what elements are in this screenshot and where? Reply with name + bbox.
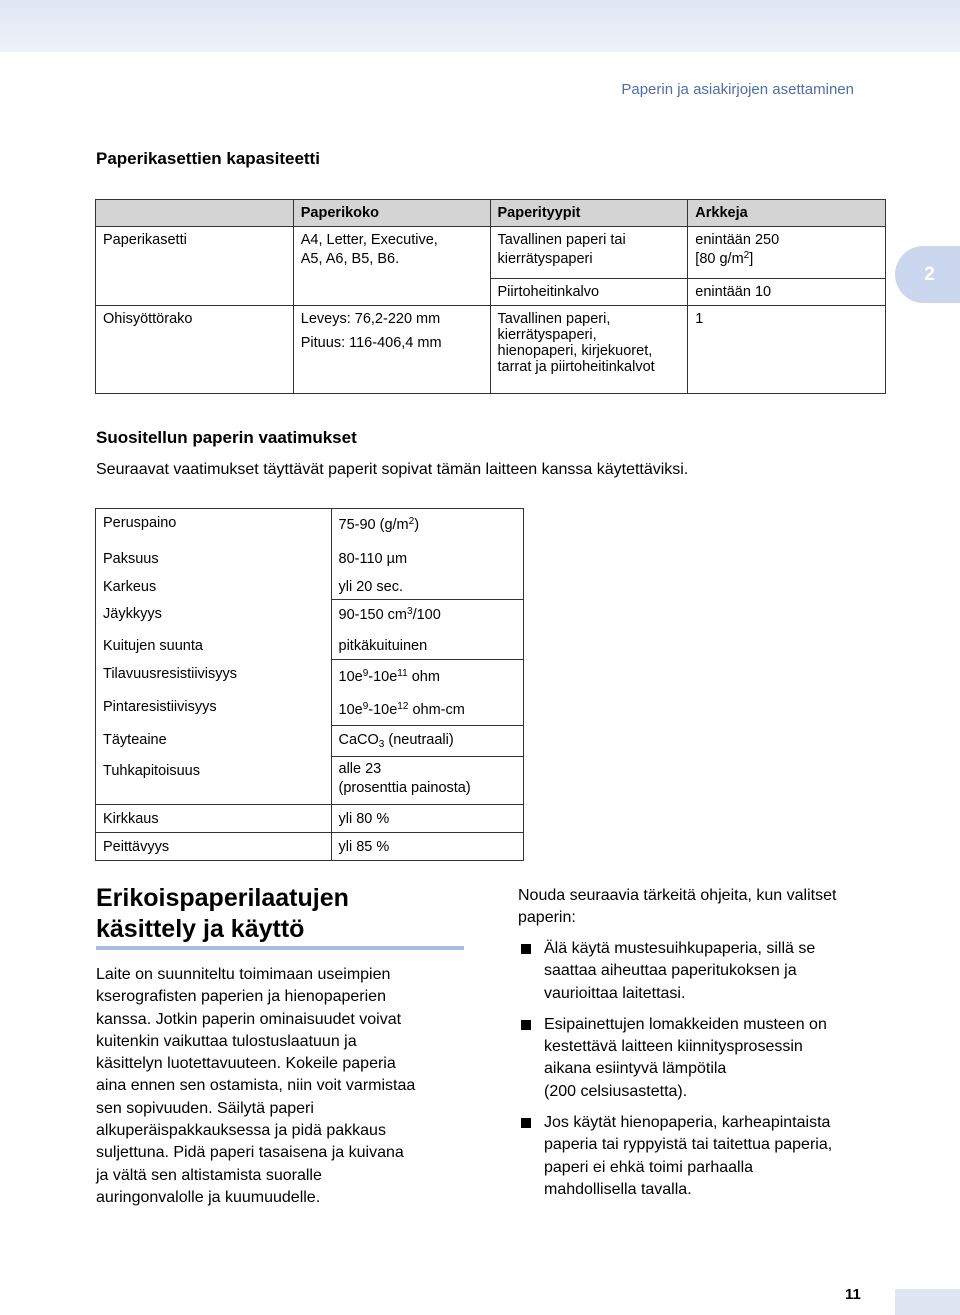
tray-sheets-cell (688, 227, 886, 279)
tray-size-line: A4, Letter, Executive, (300, 232, 438, 248)
section-heading: Erikoispaperilaatujen käsittely ja käyttö (96, 884, 349, 943)
tray-name-cell (96, 227, 294, 306)
req-value: CaCO$_3$ (neutraali) (331, 726, 524, 757)
req-label: Jäykkyys (96, 600, 332, 632)
chapter-tab: 2 (895, 246, 960, 303)
req-label: Peruspaino (96, 509, 332, 545)
req-label: Täyteaine (96, 726, 332, 757)
manual-name-cell (96, 306, 294, 394)
column-header: Arkkeja (688, 200, 886, 227)
req-label: Tuhkapitoisuus (96, 757, 332, 805)
req-value: pitkäkuituinen (331, 632, 524, 660)
manual-name: Ohisyöttörako (103, 311, 193, 327)
req-label: Karkeus (96, 573, 332, 600)
manual-type-line: tarrat ja piirtoheitinkalvot (497, 359, 655, 375)
tray-size-line: A5, A6, B5, B6. (300, 251, 400, 267)
req-label: Paksuus (96, 545, 332, 573)
manual-type-line: Tavallinen paperi, (497, 311, 611, 327)
guidelines-intro: Nouda seuraavia tärkeitä ohjeita, kun valitset paperin: (518, 887, 837, 927)
manual-type-line: kierrätyspaperi, (497, 327, 597, 343)
capacity-table (95, 199, 886, 394)
requirements-table (95, 508, 524, 861)
req-label: Tilavuusresistiivisyys (96, 660, 332, 693)
list-item: Jos käytät hienopaperia, karheapintaista paperia tai ryppyistä tai taitettua paperia, paperi ei ehkä toimi parhaalla mahdollisella tavalla. (518, 1112, 898, 1201)
guidelines-list (518, 938, 898, 1210)
page-number: 11 (845, 1286, 861, 1303)
req-value: yli 85 % (331, 833, 524, 861)
manual-type-line: hienopaperi, kirjekuoret, (497, 343, 653, 359)
list-item: Älä käytä mustesuihkupaperia, sillä se saattaa aiheuttaa paperitukoksen ja vaurioittaa laitettasi. (518, 938, 898, 1005)
requirements-intro: Seuraavat vaatimukset täyttävät paperit sopivat tämän laitteen kanssa käytettäviksi. (96, 461, 689, 478)
req-label: Kirkkaus (96, 805, 332, 833)
manual-sheets: 1 (695, 311, 704, 327)
tray-sheets-weight: [80 $g/m^2$] (695, 250, 754, 267)
req-value: 75-90 $(g/m^2)$ (331, 509, 524, 545)
bullet-square-icon (521, 1020, 531, 1030)
manual-size-cell (293, 306, 490, 394)
tray-type-line: kierrätyspaperi (497, 251, 593, 267)
tray-type-line: Tavallinen paperi tai (497, 232, 626, 248)
column-header: Paperikoko (293, 200, 490, 227)
req-value: 90-150 $cm^3/100$ (331, 600, 524, 632)
column-header: Paperityypit (490, 200, 688, 227)
req-label: Pintaresistiivisyys (96, 693, 332, 726)
header-blank-cell (96, 200, 294, 227)
manual-width: Leveys: 76,2-220 mm (300, 311, 441, 327)
req-value: $10e^9-10e^{12}$ ohm-cm (331, 693, 524, 726)
manual-type-cell (490, 306, 688, 394)
tray-type-line: Piirtoheitinkalvo (497, 284, 600, 300)
manual-length: Pituus: 116-406,4 mm (300, 335, 442, 351)
top-band (0, 0, 960, 52)
req-value: yli 20 sec. (331, 573, 524, 600)
page-tab (895, 1289, 960, 1315)
tray-type-cell (490, 279, 688, 306)
tray-sheets-line: enintään 10 (695, 284, 772, 300)
bullet-square-icon (521, 944, 531, 954)
capacity-heading: Paperikasettien kapasiteetti (96, 149, 320, 168)
tray-size-cell (293, 227, 490, 306)
req-value: alle 23 (prosenttia painosta) (331, 757, 524, 805)
requirements-heading: Suositellun paperin vaatimukset (96, 428, 357, 447)
req-value: yli 80 % (331, 805, 524, 833)
tray-name: Paperikasetti (103, 232, 187, 248)
req-value: $10e^9-10e^{11}$ ohm (331, 660, 524, 693)
bullet-square-icon (521, 1118, 531, 1128)
req-label: Kuitujen suunta (96, 632, 332, 660)
tray-sheets-line: enintään 250 (695, 232, 780, 248)
tray-sheets-cell (688, 279, 886, 306)
req-label: Peittävyys (96, 833, 332, 861)
manual-sheets-cell (688, 306, 886, 394)
heading-rule (96, 946, 464, 950)
tray-type-cell (490, 227, 688, 279)
req-value: 80-110 µm (331, 545, 524, 573)
running-header: Paperin ja asiakirjojen asettaminen (621, 81, 854, 98)
list-item: Esipainettujen lomakkeiden musteen on kestettävä laitteen kiinnitysprosessin aikana esiintyvä lämpötila (200 celsiusastetta). (518, 1014, 898, 1103)
body-paragraph: Laite on suunniteltu toimimaan useimpien kserografisten paperien ja hienopaperien kanssa. Jotkin paperin ominaisuudet voivat kuitenkin vaikuttaa tulostuslaatuun ja käsittelyn luotettavuuteen. Kokeile paperia aina ennen sen ostamista, niin voit varmistaa sen sopivuuden. Säilytä paperi alkuperäispakkauksessa ja pidä pakkaus suljettuna. Pidä paperi tasaisena ja kuivana ja vältä sen altistamista suoralle auringonvalolle ja kuumuudelle. (96, 966, 416, 1206)
